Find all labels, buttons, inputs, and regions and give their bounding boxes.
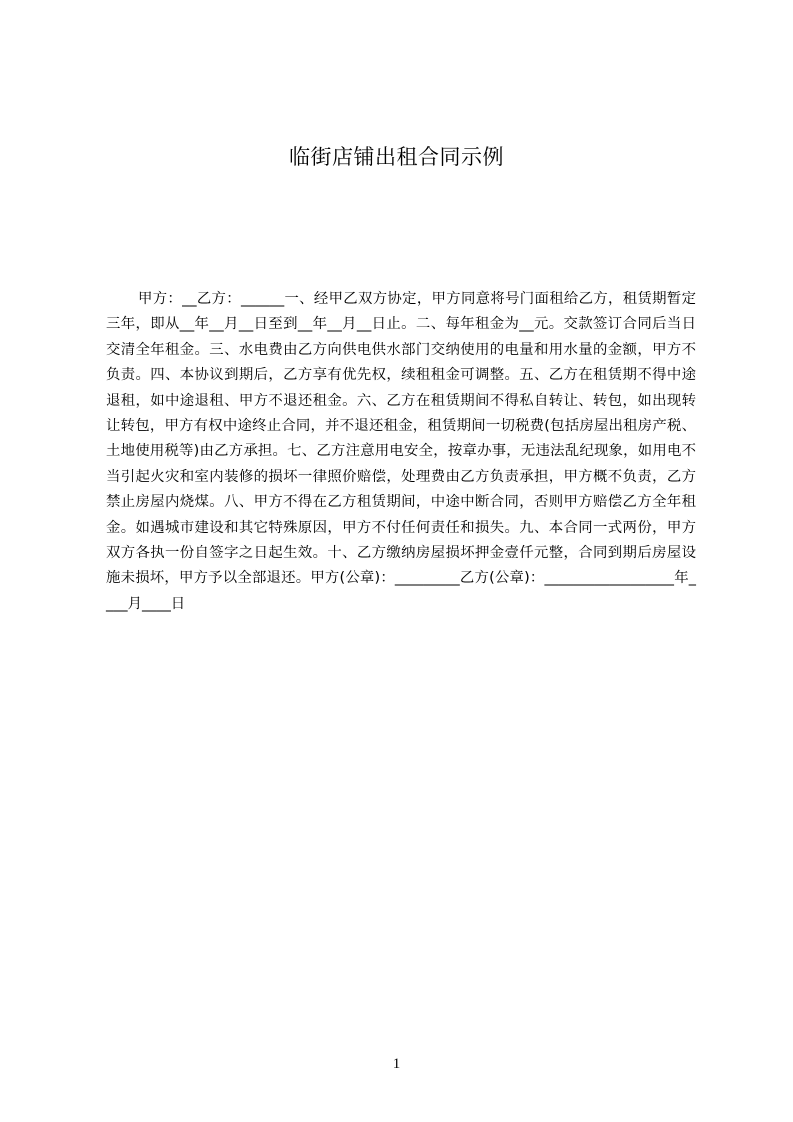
contract-body-text: 甲方：__乙方：______一、经甲乙双方协定，甲方同意将号门面租给乙方，租赁期暂定三年，即从__年__月__日至到__年__月__日止。二、每年租金为__元。交款签订合同后当日交清全年租金。三、水电费由乙方向供电供水部门交纳使用的电量和用水量的金额，甲方不负责。四、本协议到期后，乙方享有优先权，续租租金可调整。五、乙方在租赁期不得中途退租，如中途退租、甲方不退还租金。六、乙方在租赁期间不得私自转让、转包，如出现转让转包，甲方有权中途终止合同，并不退还租金，租赁期间一切税费(包括房屋出租房产税、土地使用税等)由乙方承担。七、乙方注意用电安全，按章办事，无违法乱纪现象，如用电不当引起火灾和室内装修的损坏一律照价赔偿，处理费由乙方负责承担，甲方概不负责，乙方禁止房屋内烧煤。八、甲方不得在乙方租赁期间，中途中断合同，否则甲方赔偿乙方全年租金。如遇城市建设和其它特殊原因，甲方不付任何责任和损失。九、本合同一式两份，甲方双方各执一份自签字之日起生效。十、乙方缴纳房屋损坏押金壹仟元整，合同到期后房屋设施未损坏，甲方予以全部退还。甲方(公章)：_________乙方(公章)：__________________年____月____日: [106, 291, 696, 612]
page-number: 1: [392, 1056, 401, 1072]
document-title: 临街店铺出租合同示例: [289, 145, 504, 169]
